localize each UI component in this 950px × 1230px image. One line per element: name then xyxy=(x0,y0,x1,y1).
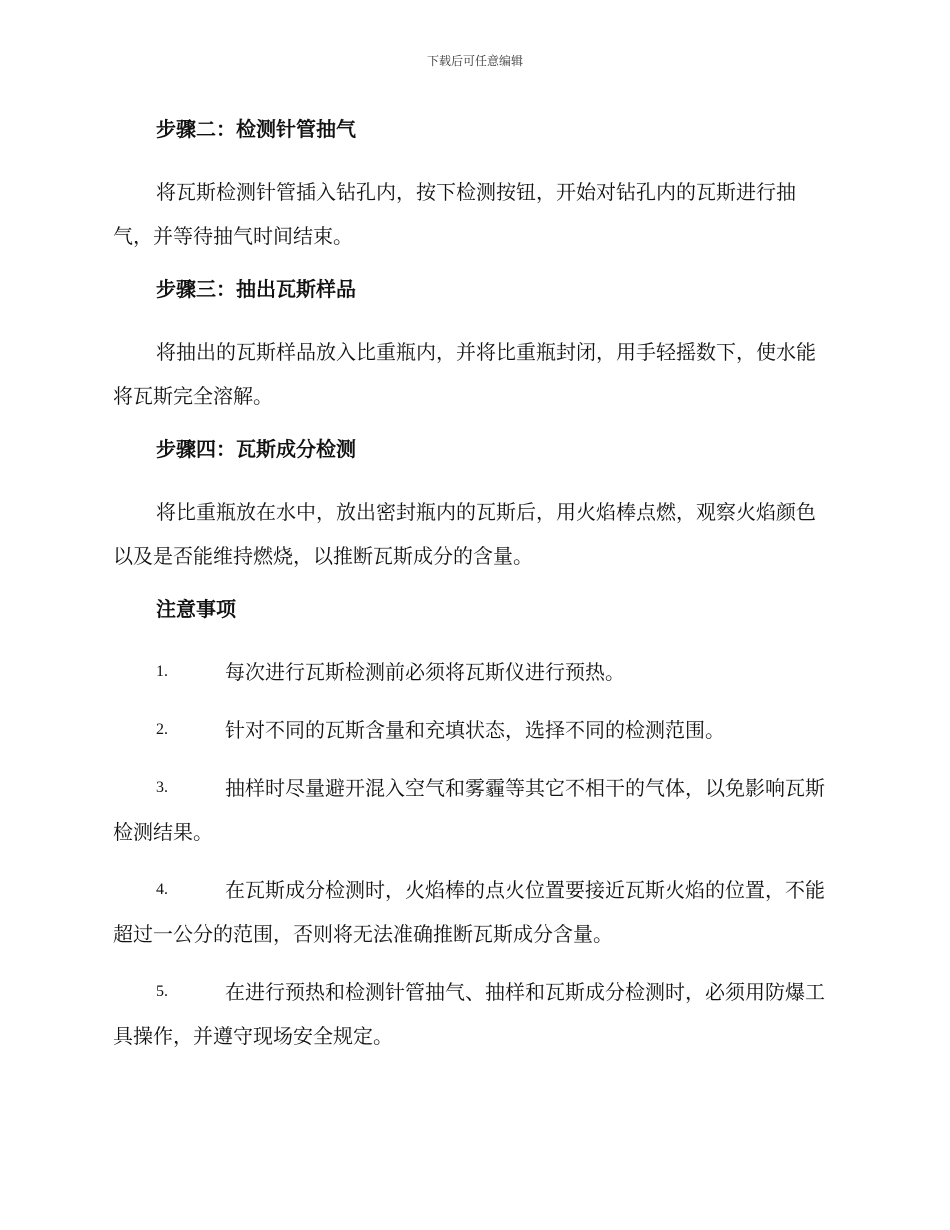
document-body xyxy=(113,112,835,1058)
notes-heading: 注意事项 xyxy=(156,597,236,621)
section-step-4 xyxy=(113,432,835,578)
section-heading: 步骤三：抽出瓦斯样品 xyxy=(156,277,356,301)
section-step-2 xyxy=(113,112,835,258)
note-number: 2. xyxy=(156,721,168,738)
note-item xyxy=(113,766,835,854)
section-paragraph: 将瓦斯检测针管插入钻孔内，按下检测按钮，开始对钻孔内的瓦斯进行抽气，并等待抽气时间结束。 xyxy=(113,180,796,248)
section-heading: 步骤二：检测针管抽气 xyxy=(156,117,356,141)
section-paragraph: 将比重瓶放在水中，放出密封瓶内的瓦斯后，用火焰棒点燃，观察火焰颜色以及是否能维持燃烧，以推断瓦斯成分的含量。 xyxy=(113,500,816,568)
page-header: 下载后可任意编辑 xyxy=(426,54,523,68)
note-item xyxy=(113,708,835,752)
note-number: 4. xyxy=(156,881,168,898)
note-item xyxy=(113,970,835,1058)
notes-section xyxy=(113,592,835,1058)
note-text: 在进行预热和检测针管抽气、抽样和瓦斯成分检测时，必须用防爆工具操作，并遵守现场安全规定。 xyxy=(113,980,825,1048)
section-step-3 xyxy=(113,272,835,418)
note-text: 针对不同的瓦斯含量和充填状态，选择不同的检测范围。 xyxy=(225,718,725,742)
note-text: 在瓦斯成分检测时，火焰棒的点火位置要接近瓦斯火焰的位置，不能超过一公分的范围，否则将无法准确推断瓦斯成分含量。 xyxy=(113,878,825,946)
note-text: 抽样时尽量避开混入空气和雾霾等其它不相干的气体，以免影响瓦斯检测结果。 xyxy=(113,776,825,844)
note-number: 1. xyxy=(156,663,168,680)
note-number: 3. xyxy=(156,779,168,796)
section-paragraph: 将抽出的瓦斯样品放入比重瓶内，并将比重瓶封闭，用手轻摇数下，使水能将瓦斯完全溶解。 xyxy=(113,340,816,408)
note-number: 5. xyxy=(156,983,168,1000)
note-text: 每次进行瓦斯检测前必须将瓦斯仪进行预热。 xyxy=(225,660,625,684)
section-heading: 步骤四：瓦斯成分检测 xyxy=(156,437,356,461)
note-item xyxy=(113,868,835,956)
note-item xyxy=(113,650,835,694)
